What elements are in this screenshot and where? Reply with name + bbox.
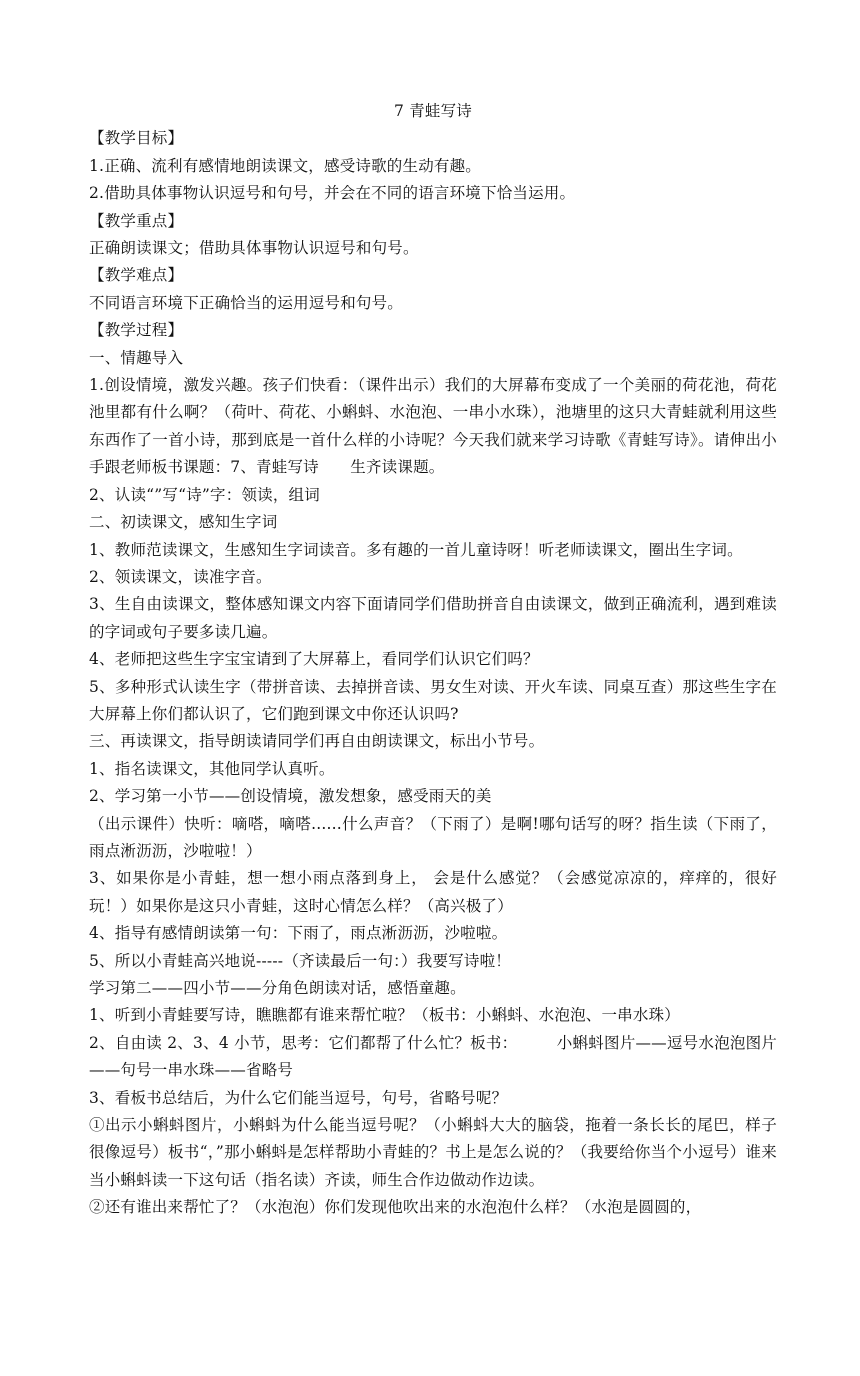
document-body <box>89 98 777 1222</box>
document-title: 7 青蛙写诗 <box>394 102 472 120</box>
paragraph: 5、多种形式认读生字（带拼音读、去掉拼音读、男女生对读、开火车读、同桌互查）那这些生字在大屏幕上你们都认识了，它们跑到课文中你还认识吗? <box>89 677 777 723</box>
subsection-heading: 三、再读课文，指导朗读请同学们再自由朗读课文，标出小节号。 <box>89 732 545 751</box>
section-heading-difficulties: 【教学难点】 <box>89 266 184 285</box>
paragraph: 1.创设情境，激发兴趣。孩子们快看：（课件出示）我们的大屏幕布变成了一个美丽的荷花池，荷花池里都有什么啊？（荷叶、荷花、小蝌蚪、水泡泡、一串小水珠），池塘里的这只大青蛙就利用这些东西作了一首小诗，那到底是一首什么样的小诗呢？今天我们就来学习诗歌《青蛙写诗》。请伸出小手跟老师板书课题：7、青蛙写诗 生齐读课题。 <box>89 376 777 477</box>
paragraph: 1、指名读课文，其他同学认真听。 <box>89 759 335 778</box>
paragraph: 学习第二——四小节——分角色朗读对话，感悟童趣。 <box>89 979 466 997</box>
paragraph: 2.借助具体事物认识逗号和句号，并会在不同的语言环境下恰当运用。 <box>89 184 576 203</box>
paragraph: 1、听到小青蛙要写诗，瞧瞧都有谁来帮忙啦？（板书：小蝌蚪、水泡泡、一串水珠） <box>89 1006 680 1025</box>
subsection-heading: 二、初读课文，感知生字词 <box>89 513 278 532</box>
subsection-heading: 一、情趣导入 <box>89 348 184 367</box>
paragraph: ②还有谁出来帮忙了？（水泡泡）你们发现他吹出来的水泡泡什么样？（水泡是圆圆的， <box>89 1198 702 1217</box>
paragraph: 4、老师把这些生字宝宝请到了大屏幕上，看同学们认识它们吗？ <box>89 650 539 669</box>
paragraph: 不同语言环境下正确恰当的运用逗号和句号。 <box>89 293 404 312</box>
paragraph: ①出示小蝌蚪图片，小蝌蚪为什么能当逗号呢？（小蝌蚪大大的脑袋，拖着一条长长的尾巴，样子很像逗号）板书“，”那小蝌蚪是怎样帮助小青蛙的？书上是怎么说的？（我要给你当个小逗号）谁来当小蝌蚪读一下这句话（指名读）齐读，师生合作边做动作边读。 <box>89 1116 777 1189</box>
section-heading-process: 【教学过程】 <box>89 321 184 340</box>
paragraph: 2、领读课文，读准字音。 <box>89 567 272 586</box>
paragraph: 4、指导有感情朗读第一句：下雨了，雨点淅沥沥，沙啦啦。 <box>89 924 508 943</box>
paragraph: 1.正确、流利有感情地朗读课文，感受诗歌的生动有趣。 <box>89 156 481 175</box>
section-heading-key-points: 【教学重点】 <box>89 211 184 230</box>
paragraph: 3、生自由读课文，整体感知课文内容下面请同学们借助拼音自由读课文，做到正确流利，遇到难读的字词或句子要多读几遍。 <box>89 595 777 641</box>
paragraph: （出示课件）快听：嘀嗒，嘀嗒......什么声音？（下雨了）是啊!哪句话写的呀？指生读（下雨了，雨点淅沥沥，沙啦啦！） <box>89 814 777 860</box>
paragraph: 2、学习第一小节——创设情境，激发想象，感受雨天的美 <box>89 787 492 806</box>
paragraph: 3、如果你是小青蛙，想一想小雨点落到身上， 会是什么感觉？（会感觉凉凉的，痒痒的，很好玩！）如果你是这只小青蛙，这时心情怎么样？（高兴极了） <box>89 869 777 915</box>
paragraph: 2、认读“”写“诗”字：领读，组词 <box>89 485 320 504</box>
paragraph: 2、自由读 2、3、4 小节，思考：它们都帮了什么忙？板书： 小蝌蚪图片——逗号水泡泡图片——句号一串水珠——省略号 <box>89 1033 777 1080</box>
paragraph: 3、看板书总结后，为什么它们能当逗号，句号，省略号呢？ <box>89 1088 508 1107</box>
section-heading-objectives: 【教学目标】 <box>89 129 184 148</box>
paragraph: 正确朗读课文；借助具体事物认识逗号和句号。 <box>89 239 419 258</box>
paragraph: 5、所以小青蛙高兴地说-----（齐读最后一句：）我要写诗啦！ <box>89 951 511 970</box>
paragraph: 1、教师范读课文，生感知生字词读音。多有趣的一首儿童诗呀！听老师读课文，圈出生字词。 <box>89 540 743 559</box>
